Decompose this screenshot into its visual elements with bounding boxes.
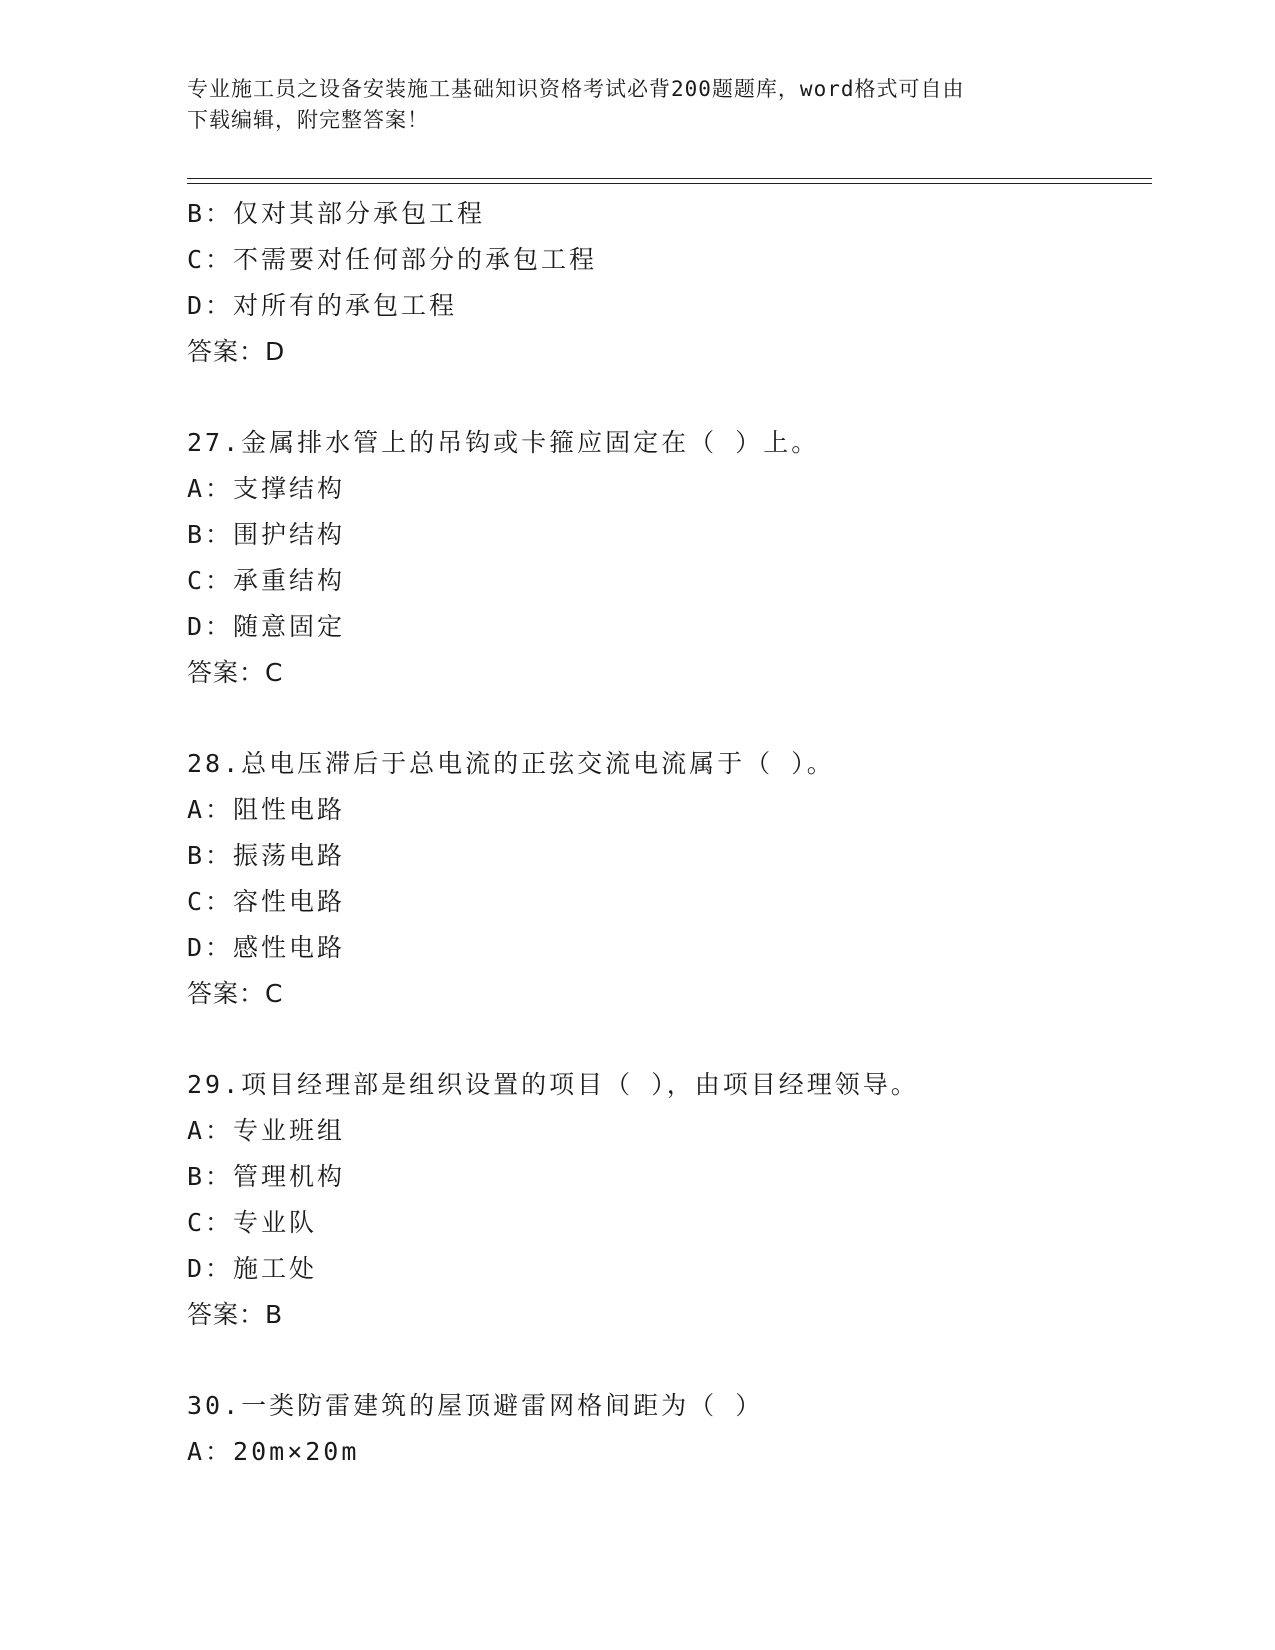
option-c: C：专业队	[187, 1208, 318, 1237]
question-stem: 30.一类防雷建筑的屋顶避雷网格间距为（ ）	[187, 1391, 764, 1420]
question-block-30	[187, 1383, 1152, 1475]
spacer	[187, 1338, 1152, 1383]
option-d: D：对所有的承包工程	[187, 291, 458, 320]
document-header	[187, 74, 1087, 136]
question-stem: 29.项目经理部是组织设置的项目（ ），由项目经理领导。	[187, 1070, 919, 1099]
option-a: A：20m×20m	[187, 1437, 360, 1466]
option-d: D：施工处	[187, 1254, 318, 1283]
spacer	[187, 696, 1152, 741]
option-d: D：随意固定	[187, 612, 346, 641]
spacer	[187, 375, 1152, 420]
answer-text: 答案：B	[187, 1300, 284, 1329]
header-title-line-2: 下载编辑，附完整答案！	[187, 108, 429, 132]
question-block-29	[187, 1062, 1152, 1338]
question-list	[187, 191, 1152, 1475]
question-block-26	[187, 191, 1152, 375]
option-b: B：管理机构	[187, 1162, 346, 1191]
option-a: A：阻性电路	[187, 795, 346, 824]
header-divider-bottom	[187, 183, 1152, 184]
option-b: B：仅对其部分承包工程	[187, 199, 486, 228]
spacer	[187, 1017, 1152, 1062]
answer-text: 答案：C	[187, 658, 284, 687]
question-block-28	[187, 741, 1152, 1017]
header-title-line-1: 专业施工员之设备安装施工基础知识资格考试必背200题题库，word格式可自由	[187, 77, 965, 101]
option-a: A：支撑结构	[187, 474, 346, 503]
answer-text: 答案：C	[187, 979, 284, 1008]
option-c: C：容性电路	[187, 887, 346, 916]
answer-text: 答案：D	[187, 337, 286, 366]
question-stem: 27.金属排水管上的吊钩或卡箍应固定在（ ）上。	[187, 428, 820, 457]
header-divider-top	[187, 178, 1152, 179]
option-c: C：承重结构	[187, 566, 346, 595]
question-block-27	[187, 420, 1152, 696]
option-d: D：感性电路	[187, 933, 346, 962]
option-b: B：振荡电路	[187, 841, 346, 870]
option-b: B：围护结构	[187, 520, 346, 549]
option-a: A：专业班组	[187, 1116, 346, 1145]
option-c: C：不需要对任何部分的承包工程	[187, 245, 598, 274]
question-stem: 28.总电压滞后于总电流的正弦交流电流属于（ ）。	[187, 749, 835, 778]
